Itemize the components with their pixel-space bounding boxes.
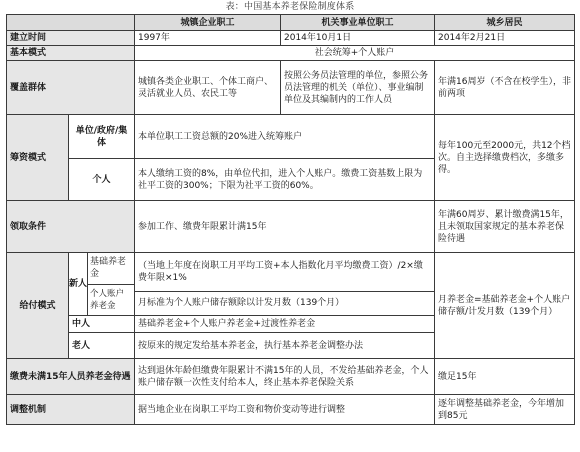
adjustment-text: 据当地企业在岗职工平均工资和物价变动等进行调整 bbox=[135, 395, 435, 425]
personal-account-formula: 月标准为个人账户储存额除以计发月数（139个月） bbox=[135, 291, 435, 315]
benefits-middle-text: 基础养老金+个人账户养老金+过渡性养老金 bbox=[135, 316, 435, 333]
established-public-institutions: 2014年10月1日 bbox=[281, 31, 435, 46]
benefits-new-block bbox=[69, 253, 135, 316]
benefits-new-label: 新人 bbox=[69, 253, 88, 315]
coverage-residents: 年满16周岁（不含在校学生），非前两项 bbox=[435, 61, 575, 115]
financing-residents: 每年100元至2000元，共12个档次。自主选择缴费档次，多缴多得。 bbox=[435, 115, 575, 201]
under15-text: 达到退休年龄但缴费年限累计不满15年的人员，不发给基础养老金，个人账户储存额一次性支付给本人，终止基本养老保险关系 bbox=[135, 359, 435, 395]
benefits-old-label: 老人 bbox=[69, 333, 135, 359]
eligibility-text: 参加工作、缴费年限累计满15年 bbox=[135, 201, 435, 253]
label-coverage: 覆盖群体 bbox=[7, 61, 135, 115]
coverage-urban-employees: 城镇各类企业职工、个体工商户、灵活就业人员、农民工等 bbox=[135, 61, 281, 115]
label-financing: 筹资模式 bbox=[7, 115, 69, 201]
row-adjustment bbox=[7, 395, 575, 425]
established-residents: 2014年2月21日 bbox=[435, 31, 575, 46]
coverage-public-institutions: 按照公务员法管理的单位，参照公务员法管理的机关（单位）、事业编制单位及其编制内的工作人员 bbox=[281, 61, 435, 115]
header-row bbox=[7, 15, 575, 31]
eligibility-residents: 年满60周岁、累计缴费满15年，且未领取国家规定的基本养老保险待遇 bbox=[435, 201, 575, 253]
financing-employer-label: 单位/政府/集体 bbox=[69, 115, 135, 159]
benefits-residents: 月养老金=基础养老金+个人账户储存额/计发月数（139个月） bbox=[435, 253, 575, 359]
basic-model-value: 社会统筹+个人账户 bbox=[135, 46, 575, 61]
label-under15: 缴费未满15年人员养老金待遇 bbox=[7, 359, 135, 395]
label-benefits: 给付模式 bbox=[7, 253, 69, 359]
label-established: 建立时间 bbox=[7, 31, 135, 46]
header-urban-employees: 城镇企业职工 bbox=[135, 15, 281, 31]
established-urban-employees: 1997年 bbox=[135, 31, 281, 46]
row-benefits-basic bbox=[7, 253, 575, 292]
table-caption: 表：中国基本养老保险制度体系 bbox=[225, 2, 355, 12]
basic-pension-formula: （当地上年度在岗职工月平均工资+本人指数化月平均缴费工资）/2×缴费年限×1% bbox=[135, 253, 435, 292]
personal-account-label: 个人账户养老金 bbox=[90, 288, 125, 311]
financing-individual-label: 个人 bbox=[69, 159, 135, 201]
financing-employer-text: 本单位职工工资总额的20%进入统筹账户 bbox=[135, 115, 435, 159]
basic-pension-label: 基础养老金 bbox=[88, 253, 134, 285]
row-basic-model bbox=[7, 46, 575, 61]
label-eligibility: 领取条件 bbox=[7, 201, 135, 253]
benefits-old-text: 按原来的规定发给基本养老金，执行基本养老金调整办法 bbox=[135, 333, 435, 359]
under15-residents: 缴足15年 bbox=[435, 359, 575, 395]
financing-individual-text: 本人缴纳工资的8%，由单位代扣，进入个人账户。缴费工资基数上限为社平工资的300%；下限为社平工资的60%。 bbox=[135, 159, 435, 201]
pension-system-table bbox=[6, 14, 575, 425]
row-established bbox=[7, 31, 575, 46]
adjustment-residents: 逐年调整基础养老金，今年增加到85元 bbox=[435, 395, 575, 425]
row-under15 bbox=[7, 359, 575, 395]
header-public-institutions: 机关事业单位职工 bbox=[281, 15, 435, 31]
row-eligibility bbox=[7, 201, 575, 253]
header-urban-rural-residents: 城乡居民 bbox=[435, 15, 575, 31]
row-coverage bbox=[7, 61, 575, 115]
benefits-middle-label: 中人 bbox=[69, 316, 135, 333]
label-basic-model: 基本模式 bbox=[7, 46, 135, 61]
label-adjustment: 调整机制 bbox=[7, 395, 135, 425]
row-financing-employer bbox=[7, 115, 575, 159]
header-corner bbox=[7, 15, 135, 31]
